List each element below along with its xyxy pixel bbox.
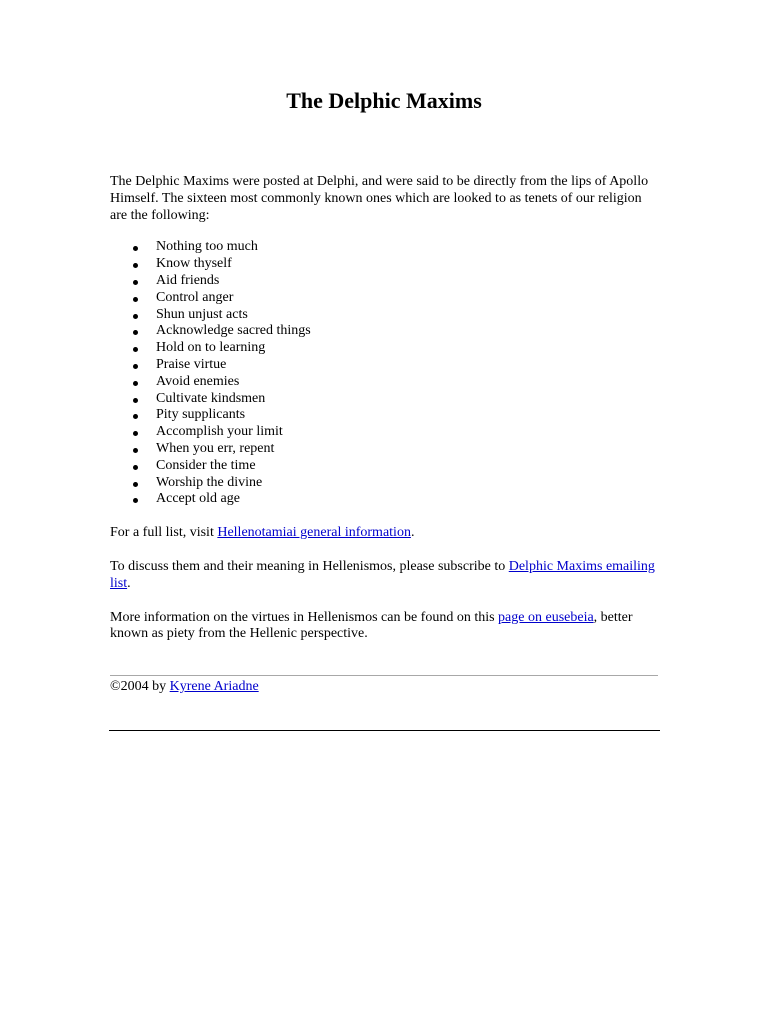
bullet-icon — [133, 398, 138, 403]
bullet-icon — [133, 431, 138, 436]
maxim-text: Acknowledge sacred things — [156, 323, 311, 339]
more-info-paragraph — [110, 610, 660, 644]
maxim-item — [110, 491, 660, 508]
author-link[interactable]: Kyrene Ariadne — [169, 679, 259, 694]
maxim-text: Pity supplicants — [156, 407, 246, 423]
bullet-icon — [133, 498, 138, 503]
maxim-text: When you err, repent — [156, 440, 275, 456]
maxim-item — [110, 290, 660, 307]
maxim-item — [110, 391, 660, 408]
bullet-icon — [133, 280, 138, 285]
copyright-text: ©2004 by — [110, 679, 170, 694]
maxim-text: Avoid enemies — [156, 373, 240, 389]
maxim-text: Know thyself — [156, 256, 232, 272]
maxim-text: Accomplish your limit — [156, 424, 283, 440]
maxims-list — [110, 239, 660, 508]
maxim-text: Aid friends — [156, 272, 220, 288]
bullet-icon — [133, 347, 138, 352]
more-info-text: More information on the virtues in Hellenismos can be found on this — [110, 609, 499, 625]
maxim-text: Nothing too much — [156, 239, 258, 255]
bullet-icon — [133, 246, 138, 251]
bottom-divider — [109, 730, 660, 731]
maxim-text: Accept old age — [156, 491, 240, 507]
intro-paragraph: The Delphic Maxims were posted at Delphi, and were said to be directly from the lips of Apollo Himself. The sixteen most commonly known ones which are looked to as tenets of our religion are the following: — [110, 174, 649, 223]
maxim-text: Hold on to learning — [156, 340, 266, 356]
bullet-icon — [133, 263, 138, 268]
maxim-item — [110, 256, 660, 273]
full-list-text: For a full list, visit — [110, 525, 218, 541]
bullet-icon — [133, 364, 138, 369]
bullet-icon — [133, 314, 138, 319]
maxim-item — [110, 307, 660, 324]
maxim-item — [110, 239, 660, 256]
maxim-item — [110, 458, 660, 475]
maxim-item — [110, 441, 660, 458]
maxim-item — [110, 323, 660, 340]
maxim-item — [110, 475, 660, 492]
page-title: The Delphic Maxims — [286, 88, 482, 113]
footer — [110, 679, 259, 696]
maxim-item — [110, 357, 660, 374]
footer-divider — [110, 675, 658, 676]
document-body — [110, 174, 660, 643]
maxim-item — [110, 374, 660, 391]
maxim-text: Praise virtue — [156, 356, 227, 372]
maxim-text: Worship the divine — [156, 474, 263, 490]
maxim-text: Cultivate kindsmen — [156, 390, 266, 406]
maxim-item — [110, 424, 660, 441]
bullet-icon — [133, 330, 138, 335]
full-list-paragraph — [110, 525, 660, 542]
eusebeia-link[interactable]: page on eusebeia — [498, 609, 594, 625]
bullet-icon — [133, 465, 138, 470]
maxim-item — [110, 273, 660, 290]
discuss-paragraph — [110, 559, 660, 593]
bullet-icon — [133, 297, 138, 302]
discuss-period: . — [127, 575, 131, 591]
maxim-item — [110, 407, 660, 424]
bullet-icon — [133, 482, 138, 487]
bullet-icon — [133, 414, 138, 419]
maxim-item — [110, 340, 660, 357]
bullet-icon — [133, 381, 138, 386]
maxim-text: Control anger — [156, 289, 234, 305]
more-info-rest: , better known as piety from the Hellenic perspective. — [110, 609, 633, 642]
emailing-list-link[interactable]: Delphic Maxims emailing list — [110, 558, 655, 591]
hellenotamiai-link[interactable]: Hellenotamiai general information — [217, 525, 411, 541]
full-list-period: . — [410, 525, 415, 541]
bullet-icon — [133, 448, 138, 453]
discuss-text: To discuss them and their meaning in Hellenismos, please subscribe to — [110, 558, 509, 574]
maxim-text: Consider the time — [156, 457, 256, 473]
maxim-text: Shun unjust acts — [156, 306, 248, 322]
